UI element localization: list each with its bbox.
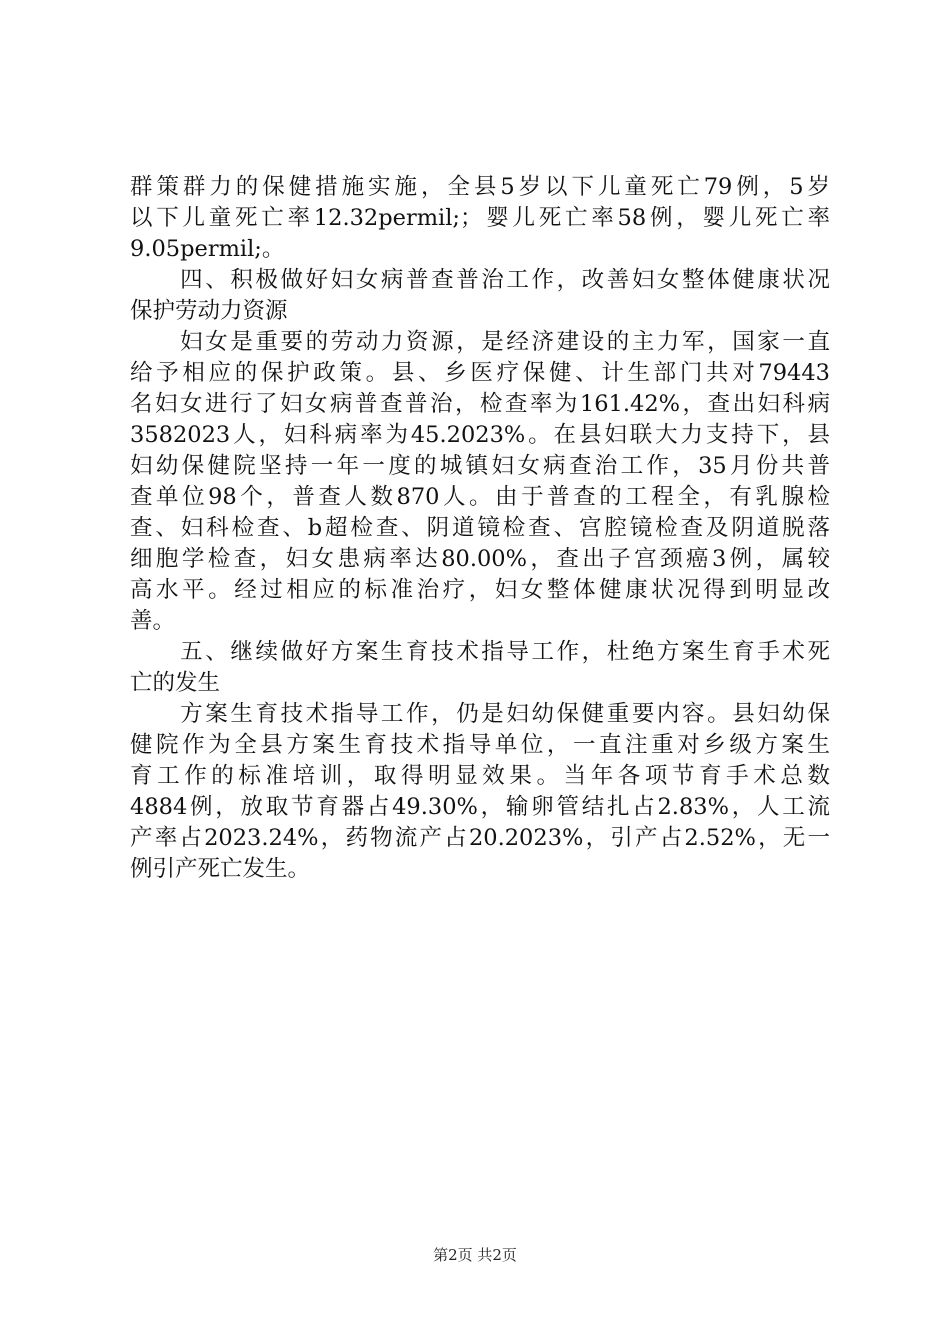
text-line: 以下儿童死亡率12.32permil;；婴儿死亡率58例，婴儿死亡率: [130, 205, 830, 231]
text-line: 四、积极做好妇女病普查普治工作，改善妇女整体健康状况: [130, 267, 830, 293]
text-line: 妇幼保健院坚持一年一度的城镇妇女病查治工作，35月份共普: [130, 453, 830, 479]
text-line: 4884例，放取节育器占49.30%，输卵管结扎占2.83%，人工流: [130, 794, 830, 820]
text-line: 五、继续做好方案生育技术指导工作，杜绝方案生育手术死: [130, 639, 830, 665]
text-line: 健院作为全县方案生育技术指导单位，一直注重对乡级方案生: [130, 732, 830, 758]
text-line: 例引产死亡发生。: [130, 856, 311, 882]
text-line: 查单位98个，普查人数870人。由于普查的工程全，有乳腺检: [130, 484, 830, 510]
text-line: 方案生育技术指导工作，仍是妇幼保健重要内容。县妇幼保: [130, 701, 830, 727]
text-line: 细胞学检查，妇女患病率达80.00%，查出子宫颈癌3例，属较: [130, 546, 830, 572]
text-line: 亡的发生: [130, 670, 221, 696]
text-line: 9.05permil;。: [130, 236, 285, 262]
text-line: 妇女是重要的劳动力资源，是经济建设的主力军，国家一直: [130, 329, 830, 355]
text-line: 育工作的标准培训，取得明显效果。当年各项节育手术总数: [130, 763, 830, 789]
document-body: [130, 172, 830, 885]
text-line: 查、妇科检查、b超检查、阴道镜检查、宫腔镜检查及阴道脱落: [130, 515, 830, 541]
text-line: 给予相应的保护政策。县、乡医疗保健、计生部门共对79443: [130, 360, 830, 386]
text-line: 3582023人，妇科病率为45.2023%。在县妇联大力支持下，县: [130, 422, 830, 448]
text-line: 高水平。经过相应的标准治疗，妇女整体健康状况得到明显改: [130, 577, 830, 603]
text-line: 名妇女进行了妇女病普查普治，检查率为161.42%，查出妇科病: [130, 391, 830, 417]
text-line: 保护劳动力资源: [130, 298, 288, 324]
text-line: 善。: [130, 608, 176, 634]
page-footer: 第2页 共2页: [433, 1246, 517, 1264]
text-line: 群策群力的保健措施实施，全县5岁以下儿童死亡79例，5岁: [130, 174, 830, 200]
text-line: 产率占2023.24%，药物流产占20.2023%，引产占2.52%，无一: [130, 825, 830, 851]
